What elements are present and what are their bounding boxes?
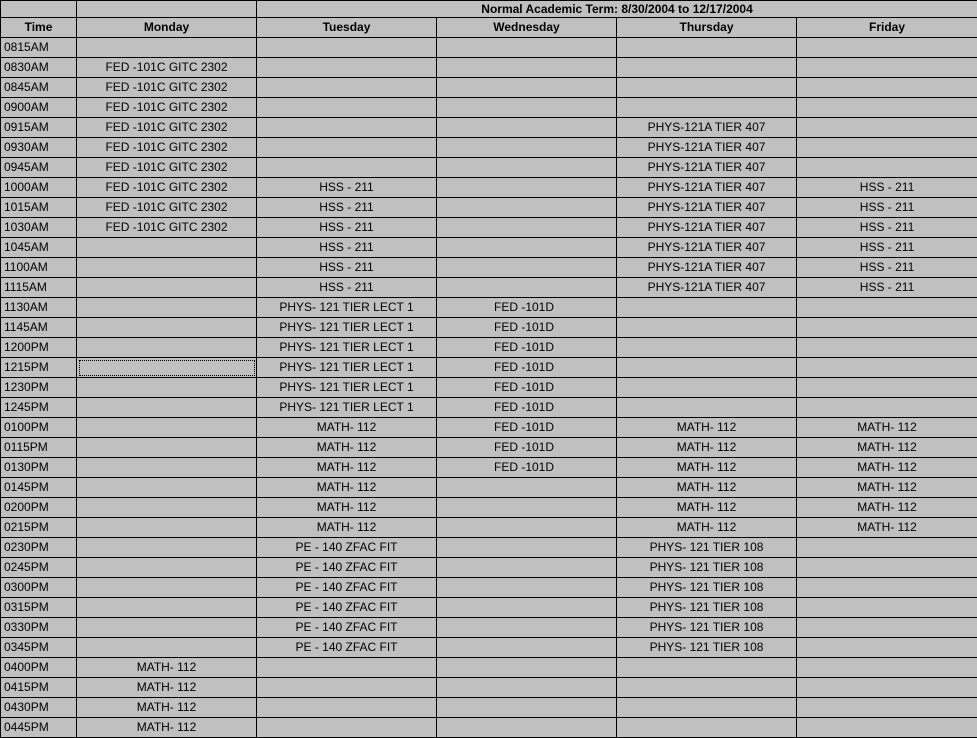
wednesday-cell[interactable] [437, 238, 617, 258]
time-cell[interactable]: 0900AM [1, 98, 77, 118]
wednesday-cell[interactable] [437, 138, 617, 158]
monday-cell[interactable]: MATH- 112 [77, 658, 257, 678]
time-cell[interactable]: 1030AM [1, 218, 77, 238]
monday-cell[interactable] [77, 418, 257, 438]
thursday-cell[interactable]: PHYS-121A TIER 407 [617, 198, 797, 218]
friday-cell[interactable] [797, 298, 977, 318]
time-cell[interactable]: 0815AM [1, 38, 77, 58]
tuesday-cell[interactable]: PE - 140 ZFAC FIT [257, 578, 437, 598]
monday-cell[interactable] [77, 478, 257, 498]
friday-cell[interactable] [797, 118, 977, 138]
time-cell[interactable]: 0315PM [1, 598, 77, 618]
wednesday-cell[interactable] [437, 498, 617, 518]
friday-cell[interactable] [797, 38, 977, 58]
tuesday-cell[interactable]: MATH- 112 [257, 418, 437, 438]
tuesday-cell[interactable]: HSS - 211 [257, 178, 437, 198]
monday-cell[interactable] [77, 498, 257, 518]
thursday-cell[interactable] [617, 98, 797, 118]
wednesday-cell[interactable]: FED -101D [437, 458, 617, 478]
thursday-cell[interactable] [617, 78, 797, 98]
friday-cell[interactable]: HSS - 211 [797, 198, 977, 218]
thursday-cell[interactable]: PHYS-121A TIER 407 [617, 178, 797, 198]
time-cell[interactable]: 0300PM [1, 578, 77, 598]
wednesday-cell[interactable] [437, 678, 617, 698]
thursday-cell[interactable] [617, 658, 797, 678]
monday-cell[interactable]: FED -101C GITC 2302 [77, 138, 257, 158]
schedule-row [1, 198, 977, 218]
thursday-cell[interactable]: PHYS- 121 TIER 108 [617, 638, 797, 658]
column-header-friday[interactable]: Friday [797, 18, 977, 38]
friday-cell[interactable] [797, 398, 977, 418]
wednesday-cell[interactable]: FED -101D [437, 318, 617, 338]
tuesday-cell[interactable] [257, 658, 437, 678]
monday-cell[interactable]: FED -101C GITC 2302 [77, 98, 257, 118]
thursday-cell[interactable]: MATH- 112 [617, 498, 797, 518]
time-cell[interactable]: 0230PM [1, 538, 77, 558]
wednesday-cell[interactable] [437, 178, 617, 198]
tuesday-cell[interactable] [257, 78, 437, 98]
monday-cell[interactable] [77, 278, 257, 298]
tuesday-cell[interactable]: HSS - 211 [257, 238, 437, 258]
wednesday-cell[interactable] [437, 38, 617, 58]
schedule-row [1, 438, 977, 458]
tuesday-cell[interactable]: PHYS- 121 TIER LECT 1 [257, 318, 437, 338]
monday-cell[interactable] [77, 238, 257, 258]
time-cell[interactable]: 1045AM [1, 238, 77, 258]
time-cell[interactable]: 0930AM [1, 138, 77, 158]
tuesday-cell[interactable]: PE - 140 ZFAC FIT [257, 598, 437, 618]
wednesday-cell[interactable] [437, 558, 617, 578]
thursday-cell[interactable] [617, 698, 797, 718]
thursday-cell[interactable]: PHYS-121A TIER 407 [617, 138, 797, 158]
wednesday-cell[interactable] [437, 78, 617, 98]
monday-cell[interactable]: FED -101C GITC 2302 [77, 78, 257, 98]
wednesday-cell[interactable] [437, 638, 617, 658]
tuesday-cell[interactable]: PHYS- 121 TIER LECT 1 [257, 378, 437, 398]
tuesday-cell[interactable] [257, 678, 437, 698]
time-cell[interactable]: 0130PM [1, 458, 77, 478]
friday-cell[interactable] [797, 78, 977, 98]
schedule-row [1, 398, 977, 418]
tuesday-cell[interactable]: HSS - 211 [257, 198, 437, 218]
monday-cell[interactable]: FED -101C GITC 2302 [77, 218, 257, 238]
time-cell[interactable]: 1100AM [1, 258, 77, 278]
friday-cell[interactable]: MATH- 112 [797, 478, 977, 498]
monday-cell[interactable] [77, 578, 257, 598]
tuesday-cell[interactable]: MATH- 112 [257, 478, 437, 498]
monday-cell[interactable] [77, 518, 257, 538]
monday-cell[interactable] [77, 598, 257, 618]
tuesday-cell[interactable]: MATH- 112 [257, 458, 437, 478]
tuesday-cell[interactable]: HSS - 211 [257, 218, 437, 238]
thursday-cell[interactable] [617, 338, 797, 358]
schedule-row [1, 258, 977, 278]
friday-cell[interactable] [797, 358, 977, 378]
time-cell[interactable]: 0915AM [1, 118, 77, 138]
monday-cell[interactable]: FED -101C GITC 2302 [77, 58, 257, 78]
tuesday-cell[interactable] [257, 98, 437, 118]
thursday-cell[interactable] [617, 58, 797, 78]
time-cell[interactable]: 1200PM [1, 338, 77, 358]
monday-cell[interactable] [77, 358, 257, 378]
thursday-cell[interactable] [617, 378, 797, 398]
thursday-cell[interactable]: MATH- 112 [617, 418, 797, 438]
wednesday-cell[interactable] [437, 718, 617, 738]
column-header-time[interactable]: Time [1, 18, 77, 38]
thursday-cell[interactable]: MATH- 112 [617, 478, 797, 498]
friday-cell[interactable] [797, 598, 977, 618]
monday-cell[interactable] [77, 458, 257, 478]
friday-cell[interactable]: MATH- 112 [797, 418, 977, 438]
tuesday-cell[interactable]: PE - 140 ZFAC FIT [257, 538, 437, 558]
tuesday-cell[interactable] [257, 158, 437, 178]
schedule-row [1, 638, 977, 658]
wednesday-cell[interactable]: FED -101D [437, 378, 617, 398]
thursday-cell[interactable] [617, 298, 797, 318]
friday-cell[interactable]: HSS - 211 [797, 258, 977, 278]
schedule-row [1, 518, 977, 538]
time-cell[interactable]: 0200PM [1, 498, 77, 518]
wednesday-cell[interactable]: FED -101D [437, 358, 617, 378]
thursday-cell[interactable]: PHYS-121A TIER 407 [617, 238, 797, 258]
tuesday-cell[interactable]: PHYS- 121 TIER LECT 1 [257, 338, 437, 358]
thursday-cell[interactable] [617, 38, 797, 58]
column-header-wednesday[interactable]: Wednesday [437, 18, 617, 38]
friday-cell[interactable] [797, 558, 977, 578]
schedule-row [1, 178, 977, 198]
friday-cell[interactable]: HSS - 211 [797, 238, 977, 258]
schedule-row [1, 538, 977, 558]
friday-cell[interactable] [797, 98, 977, 118]
schedule-row [1, 38, 977, 58]
friday-cell[interactable]: HSS - 211 [797, 278, 977, 298]
tuesday-cell[interactable]: MATH- 112 [257, 498, 437, 518]
monday-cell[interactable] [77, 438, 257, 458]
wednesday-cell[interactable] [437, 658, 617, 678]
friday-cell[interactable] [797, 318, 977, 338]
wednesday-cell[interactable]: FED -101D [437, 338, 617, 358]
time-cell[interactable]: 1145AM [1, 318, 77, 338]
friday-cell[interactable] [797, 578, 977, 598]
monday-cell[interactable] [77, 318, 257, 338]
monday-cell[interactable]: MATH- 112 [77, 678, 257, 698]
wednesday-cell[interactable]: FED -101D [437, 438, 617, 458]
monday-cell[interactable]: MATH- 112 [77, 718, 257, 738]
tuesday-cell[interactable]: MATH- 112 [257, 518, 437, 538]
schedule-row [1, 218, 977, 238]
friday-cell[interactable] [797, 658, 977, 678]
wednesday-cell[interactable] [437, 698, 617, 718]
schedule-row [1, 378, 977, 398]
friday-cell[interactable] [797, 158, 977, 178]
thursday-cell[interactable]: PHYS-121A TIER 407 [617, 258, 797, 278]
monday-cell[interactable] [77, 38, 257, 58]
friday-cell[interactable]: MATH- 112 [797, 518, 977, 538]
wednesday-cell[interactable] [437, 158, 617, 178]
monday-cell[interactable]: FED -101C GITC 2302 [77, 198, 257, 218]
column-header-tuesday[interactable]: Tuesday [257, 18, 437, 38]
tuesday-cell[interactable] [257, 38, 437, 58]
tuesday-cell[interactable]: HSS - 211 [257, 258, 437, 278]
schedule-row [1, 158, 977, 178]
schedule-body [1, 38, 977, 738]
friday-cell[interactable] [797, 338, 977, 358]
thursday-cell[interactable]: PHYS- 121 TIER 108 [617, 598, 797, 618]
tuesday-cell[interactable]: HSS - 211 [257, 278, 437, 298]
monday-cell[interactable] [77, 338, 257, 358]
monday-cell[interactable]: FED -101C GITC 2302 [77, 158, 257, 178]
tuesday-cell[interactable]: MATH- 112 [257, 438, 437, 458]
thursday-cell[interactable]: PHYS- 121 TIER 108 [617, 558, 797, 578]
tuesday-cell[interactable] [257, 58, 437, 78]
friday-cell[interactable] [797, 378, 977, 398]
thursday-cell[interactable]: MATH- 112 [617, 458, 797, 478]
tuesday-cell[interactable]: PE - 140 ZFAC FIT [257, 638, 437, 658]
wednesday-cell[interactable] [437, 598, 617, 618]
time-cell[interactable]: 1015AM [1, 198, 77, 218]
schedule-row [1, 98, 977, 118]
thursday-cell[interactable]: MATH- 112 [617, 438, 797, 458]
time-cell[interactable]: 0345PM [1, 638, 77, 658]
schedule-row [1, 498, 977, 518]
monday-cell[interactable] [77, 538, 257, 558]
thursday-cell[interactable]: PHYS-121A TIER 407 [617, 278, 797, 298]
tuesday-cell[interactable]: PHYS- 121 TIER LECT 1 [257, 398, 437, 418]
schedule-row [1, 458, 977, 478]
friday-cell[interactable]: MATH- 112 [797, 458, 977, 478]
wednesday-cell[interactable] [437, 98, 617, 118]
schedule-row [1, 118, 977, 138]
time-cell[interactable]: 1245PM [1, 398, 77, 418]
thursday-cell[interactable]: MATH- 112 [617, 518, 797, 538]
wednesday-cell[interactable] [437, 258, 617, 278]
monday-cell[interactable] [77, 618, 257, 638]
schedule-row [1, 658, 977, 678]
thursday-cell[interactable]: PHYS-121A TIER 407 [617, 158, 797, 178]
monday-cell[interactable]: FED -101C GITC 2302 [77, 118, 257, 138]
schedule-row [1, 78, 977, 98]
wednesday-cell[interactable] [437, 478, 617, 498]
thursday-cell[interactable]: PHYS-121A TIER 407 [617, 218, 797, 238]
time-cell[interactable]: 0115PM [1, 438, 77, 458]
time-cell[interactable]: 0945AM [1, 158, 77, 178]
schedule-row [1, 338, 977, 358]
time-cell[interactable]: 1000AM [1, 178, 77, 198]
wednesday-cell[interactable]: FED -101D [437, 418, 617, 438]
time-cell[interactable]: 0830AM [1, 58, 77, 78]
tuesday-cell[interactable] [257, 698, 437, 718]
friday-cell[interactable] [797, 638, 977, 658]
friday-cell[interactable] [797, 138, 977, 158]
column-header-row [1, 18, 977, 38]
tuesday-cell[interactable]: PE - 140 ZFAC FIT [257, 618, 437, 638]
monday-cell[interactable] [77, 398, 257, 418]
schedule-row [1, 478, 977, 498]
tuesday-cell[interactable]: PE - 140 ZFAC FIT [257, 558, 437, 578]
schedule-row [1, 318, 977, 338]
schedule-row [1, 298, 977, 318]
thursday-cell[interactable]: PHYS- 121 TIER 108 [617, 618, 797, 638]
column-header-thursday[interactable]: Thursday [617, 18, 797, 38]
schedule-row [1, 418, 977, 438]
schedule-row [1, 278, 977, 298]
time-cell[interactable]: 0445PM [1, 718, 77, 738]
tuesday-cell[interactable] [257, 118, 437, 138]
title-spacer-time [1, 1, 77, 18]
schedule-row [1, 578, 977, 598]
thursday-cell[interactable]: PHYS- 121 TIER 108 [617, 538, 797, 558]
tuesday-cell[interactable] [257, 718, 437, 738]
tuesday-cell[interactable]: PHYS- 121 TIER LECT 1 [257, 358, 437, 378]
time-cell[interactable]: 0145PM [1, 478, 77, 498]
time-cell[interactable]: 1130AM [1, 298, 77, 318]
thursday-cell[interactable] [617, 398, 797, 418]
schedule-row [1, 678, 977, 698]
schedule-row [1, 618, 977, 638]
time-cell[interactable]: 0330PM [1, 618, 77, 638]
time-cell[interactable]: 0415PM [1, 678, 77, 698]
friday-cell[interactable] [797, 718, 977, 738]
time-cell[interactable]: 1230PM [1, 378, 77, 398]
schedule-row [1, 238, 977, 258]
thursday-cell[interactable] [617, 318, 797, 338]
friday-cell[interactable] [797, 618, 977, 638]
term-title: Normal Academic Term: 8/30/2004 to 12/17/2004 [257, 1, 977, 18]
wednesday-cell[interactable] [437, 118, 617, 138]
friday-cell[interactable] [797, 538, 977, 558]
friday-cell[interactable]: MATH- 112 [797, 438, 977, 458]
wednesday-cell[interactable] [437, 578, 617, 598]
friday-cell[interactable] [797, 698, 977, 718]
monday-cell[interactable] [77, 638, 257, 658]
wednesday-cell[interactable] [437, 278, 617, 298]
time-cell[interactable]: 0845AM [1, 78, 77, 98]
wednesday-cell[interactable] [437, 58, 617, 78]
monday-cell[interactable] [77, 258, 257, 278]
monday-cell[interactable] [77, 558, 257, 578]
thursday-cell[interactable] [617, 718, 797, 738]
thursday-cell[interactable] [617, 678, 797, 698]
friday-cell[interactable] [797, 58, 977, 78]
monday-cell[interactable]: MATH- 112 [77, 698, 257, 718]
friday-cell[interactable]: HSS - 211 [797, 178, 977, 198]
time-cell[interactable]: 0245PM [1, 558, 77, 578]
schedule-row [1, 558, 977, 578]
time-cell[interactable]: 0400PM [1, 658, 77, 678]
column-header-monday[interactable]: Monday [77, 18, 257, 38]
schedule-row [1, 698, 977, 718]
time-cell[interactable]: 1115AM [1, 278, 77, 298]
schedule-row [1, 358, 977, 378]
tuesday-cell[interactable] [257, 138, 437, 158]
wednesday-cell[interactable]: FED -101D [437, 298, 617, 318]
time-cell[interactable]: 1215PM [1, 358, 77, 378]
term-title-row [1, 1, 977, 18]
monday-cell[interactable]: FED -101C GITC 2302 [77, 178, 257, 198]
time-cell[interactable]: 0215PM [1, 518, 77, 538]
friday-cell[interactable] [797, 678, 977, 698]
time-cell[interactable]: 0430PM [1, 698, 77, 718]
schedule-row [1, 58, 977, 78]
schedule-row [1, 718, 977, 738]
schedule-row [1, 598, 977, 618]
tuesday-cell[interactable]: PHYS- 121 TIER LECT 1 [257, 298, 437, 318]
wednesday-cell[interactable] [437, 538, 617, 558]
monday-cell[interactable] [77, 298, 257, 318]
wednesday-cell[interactable] [437, 618, 617, 638]
wednesday-cell[interactable] [437, 198, 617, 218]
thursday-cell[interactable] [617, 358, 797, 378]
friday-cell[interactable]: MATH- 112 [797, 498, 977, 518]
friday-cell[interactable]: HSS - 211 [797, 218, 977, 238]
schedule-row [1, 138, 977, 158]
monday-cell[interactable] [77, 378, 257, 398]
wednesday-cell[interactable] [437, 518, 617, 538]
thursday-cell[interactable]: PHYS-121A TIER 407 [617, 118, 797, 138]
thursday-cell[interactable]: PHYS- 121 TIER 108 [617, 578, 797, 598]
time-cell[interactable]: 0100PM [1, 418, 77, 438]
wednesday-cell[interactable]: FED -101D [437, 398, 617, 418]
title-spacer-monday [77, 1, 257, 18]
wednesday-cell[interactable] [437, 218, 617, 238]
